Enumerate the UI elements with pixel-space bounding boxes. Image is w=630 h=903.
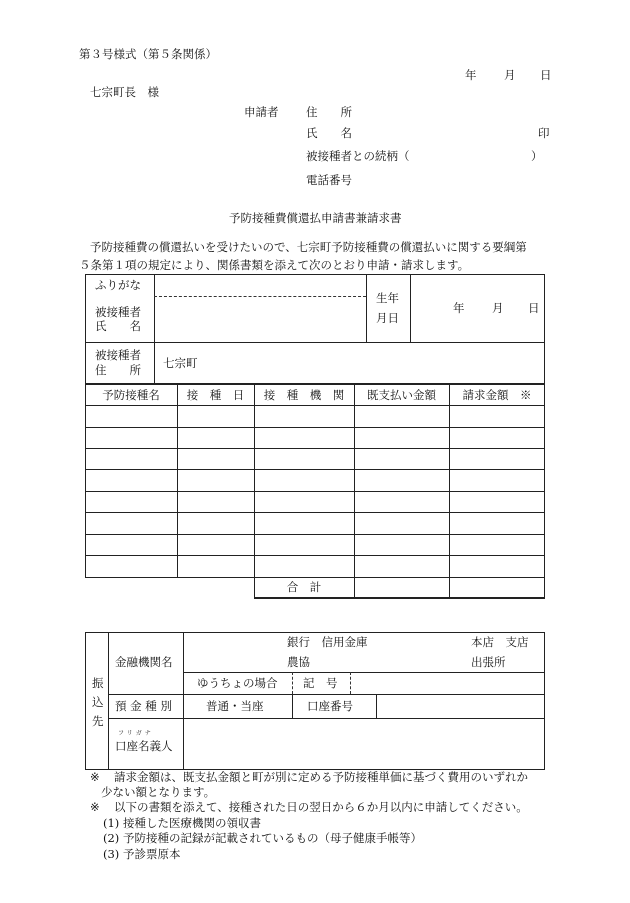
note-2-line-1: 以下の書類を添えて、接種された日の翌日から６か月以内に申請してください。 <box>114 800 528 814</box>
holder-ruby: フリガナ <box>118 730 154 737</box>
branch-type-line-1: 本店 支店 <box>471 635 529 649</box>
furigana-label: ふりがな <box>95 278 141 292</box>
seal-mark: 印 <box>538 126 550 140</box>
date-year-label: 年 <box>465 68 477 82</box>
col-header-claim-amount: 請求金額 ※ <box>462 388 532 402</box>
bank-type-line-1: 銀行 信用金庫 <box>287 635 368 649</box>
birth-label-1: 生年 <box>376 291 399 305</box>
institution-label: 金融機関名 <box>115 655 173 669</box>
birth-month-label: 月 <box>492 301 504 315</box>
intro-line-2: ５条第１項の規定により、関係書類を添えて次のとおり申請・請求します。 <box>79 258 470 272</box>
date-month-label: 月 <box>504 68 516 82</box>
transfer-label-1: 振 <box>92 676 104 690</box>
patient-address-label-2: 住 所 <box>95 363 141 377</box>
transfer-label-3: 先 <box>92 714 104 728</box>
col-header-paid-amount: 既支払い金額 <box>367 388 436 402</box>
total-label: 合 計 <box>286 580 322 594</box>
patient-name-label-1: 被接種者 <box>95 305 141 319</box>
birth-label-2: 月日 <box>376 311 399 325</box>
branch-type-line-2: 出張所 <box>471 655 506 669</box>
note-1-line-1: 請求金額は、既支払金額と町が別に定める予防接種単価に基づく費用のいずれか <box>114 770 528 784</box>
transfer-label-2: 込 <box>92 695 104 709</box>
bank-type-line-2: 農協 <box>287 655 310 669</box>
relation-label: 被接種者との続柄（ <box>306 149 410 163</box>
document-title: 予防接種費償還払申請書兼請求書 <box>229 211 402 225</box>
deposit-type-label: 預 金 種 別 <box>115 699 172 713</box>
applicant-name-label: 氏 名 <box>306 126 352 140</box>
note-2-mark: ※ <box>90 800 100 814</box>
intro-line-1: 予防接種費の償還払いを受けたいので、七宗町予防接種費の償還払いに関する要綱第 <box>90 240 527 254</box>
birth-year-label: 年 <box>453 301 465 315</box>
note-item-3: (3) 予診票原本 <box>103 847 181 861</box>
yucho-label: ゆうちょの場合 <box>197 676 278 690</box>
birth-day-label: 日 <box>528 301 540 315</box>
deposit-type-value: 普通・当座 <box>206 699 264 713</box>
applicant-address-label: 住 所 <box>306 105 352 119</box>
date-day-label: 日 <box>540 68 552 82</box>
patient-name-label-2: 氏 名 <box>95 319 141 333</box>
form-number: 第３号様式（第５条関係） <box>79 47 217 61</box>
col-header-vaccine-name: 予防接種名 <box>102 388 160 402</box>
col-header-institution: 接 種 機 関 <box>263 388 345 402</box>
account-holder-label: 口座名義人 <box>115 739 173 753</box>
relation-close: ） <box>531 149 543 163</box>
note-1-line-2: 少ない額となります。 <box>101 785 216 799</box>
patient-address-value: 七宗町 <box>163 356 198 370</box>
addressee: 七宗町長 様 <box>90 85 159 99</box>
patient-address-label-1: 被接種者 <box>95 348 141 362</box>
phone-label: 電話番号 <box>306 173 352 187</box>
note-item-1: (1) 接種した医療機関の領収書 <box>103 816 261 830</box>
kigo-label: 記 号 <box>303 676 338 690</box>
col-header-vaccination-date: 接 種 日 <box>186 388 245 402</box>
account-number-label: 口座番号 <box>307 699 353 713</box>
applicant-label: 申請者 <box>244 105 279 119</box>
note-1-mark: ※ <box>90 770 100 784</box>
note-item-2: (2) 予防接種の記録が記載されているもの（母子健康手帳等） <box>103 831 422 845</box>
